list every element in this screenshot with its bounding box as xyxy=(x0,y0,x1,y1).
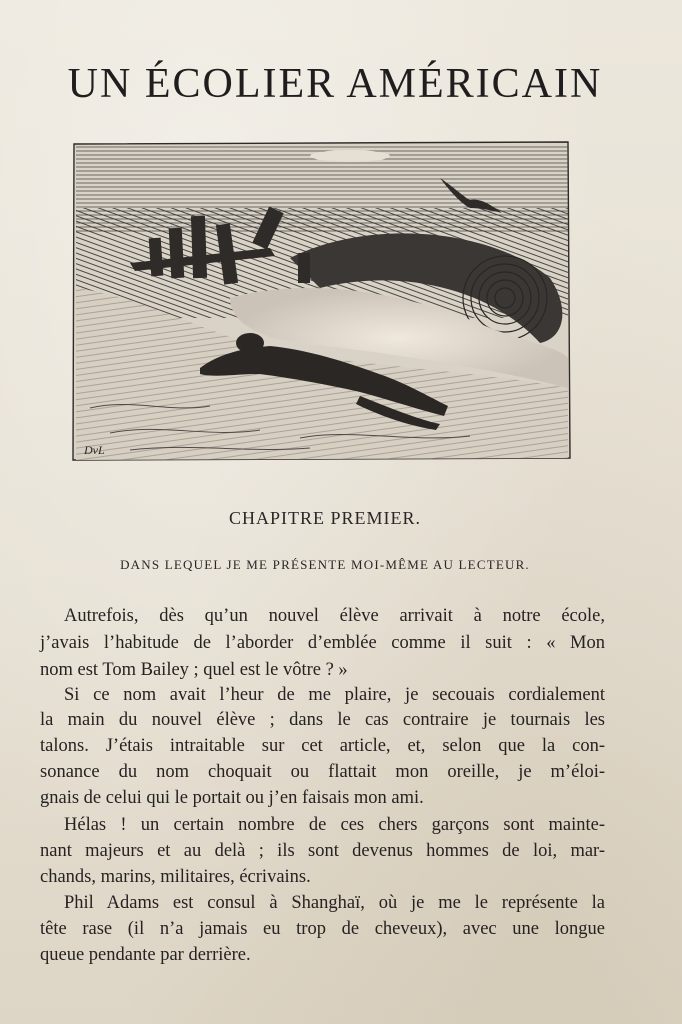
engraving-illustration xyxy=(70,138,572,466)
body-text-line: j’avais l’habitude de l’aborder d’emblée comme il suit : « Mon xyxy=(40,633,605,653)
svg-text:DvL: DvL xyxy=(84,443,105,457)
body-text-line: la main du nouvel élève ; dans le cas contraire je tournais les xyxy=(40,710,605,730)
body-text-line: gnais de celui qui le portait ou j’en faisais mon ami. xyxy=(40,788,424,808)
body-text-line: chands, marins, militaires, écrivains. xyxy=(40,867,311,887)
body-text-line: Phil Adams est consul à Shanghaï, où je me le représente la xyxy=(64,893,605,913)
chapter-subtitle: DANS LEQUEL JE ME PRÉSENTE MOI-MÊME AU LECTEUR. xyxy=(120,557,530,572)
body-text-line: nom est Tom Bailey ; quel est le vôtre ? » xyxy=(40,660,348,680)
body-text-line: sonance du nom choquait ou flattait mon oreille, je m’éloi- xyxy=(40,762,605,782)
body-text-line: queue pendante par derrière. xyxy=(40,945,251,965)
body-text-line: Autrefois, dès qu’un nouvel élève arrivait à notre école, xyxy=(64,606,605,626)
body-text-line: Si ce nom avait l’heur de me plaire, je secouais cordialement xyxy=(64,685,605,705)
body-text-line: talons. J’étais intraitable sur cet article, et, selon que la con- xyxy=(40,736,605,756)
chapter-title: CHAPITRE PREMIER. xyxy=(228,508,422,528)
body-text-line: tête rase (il n’a jamais eu trop de cheveux), avec une longue xyxy=(40,919,605,939)
book-title: UN ÉCOLIER AMÉRICAIN xyxy=(67,61,603,107)
body-text-line: nant majeurs et au delà ; ils sont devenus hommes de loi, mar- xyxy=(40,841,605,861)
body-text-line: Hélas ! un certain nombre de ces chers garçons sont mainte- xyxy=(64,815,605,835)
